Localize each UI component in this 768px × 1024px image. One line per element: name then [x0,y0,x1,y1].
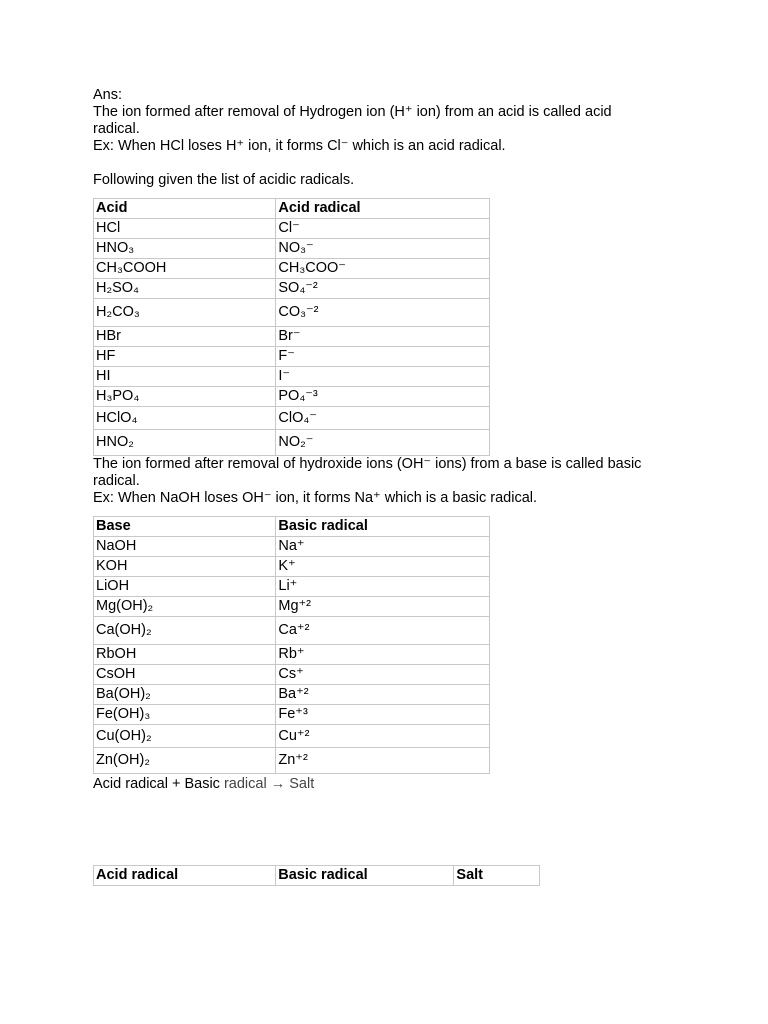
spacer [93,155,653,172]
table-row [94,367,490,387]
base-cell: Zn(OH)₂ [94,748,276,774]
acid-list-intro: Following given the list of acidic radicals. [93,172,355,188]
header-base: Base [94,517,276,537]
table-row [94,219,490,239]
table-header-row [94,517,490,537]
base-cell: KOH [94,557,276,577]
basic-radical-definition: The ion formed after removal of hydroxide ions (OH⁻ ions) from a base is called basic radical. [93,456,642,489]
base-cell: RbOH [94,645,276,665]
acid-cell: HBr [94,327,276,347]
radical-cell: Zn⁺² [276,748,490,774]
radical-cell: Ba⁺² [276,685,490,705]
radical-cell: Rb⁺ [276,645,490,665]
header-salt: Salt [454,866,540,886]
radical-cell: Br⁻ [276,327,490,347]
radical-cell: I⁻ [276,367,490,387]
acid-cell: H₂SO₄ [94,279,276,299]
radical-cell: Fe⁺³ [276,705,490,725]
table-row [94,239,490,259]
acid-cell: HF [94,347,276,367]
radical-cell: Ca⁺² [276,617,490,645]
table-header-row [94,199,490,219]
acid-radical-definition: The ion formed after removal of Hydrogen ion (H⁺ ion) from an acid is called acid radical. [93,104,612,137]
table-row [94,387,490,407]
base-cell: LiOH [94,577,276,597]
base-cell: CsOH [94,665,276,685]
header-basic-radical: Basic radical [276,866,454,886]
acid-cell: HNO₂ [94,430,276,456]
radical-cell: NO₃⁻ [276,239,490,259]
radical-cell: PO₄⁻³ [276,387,490,407]
acid-cell: HClO₄ [94,407,276,430]
table-header-row [94,866,540,886]
radical-cell: ClO₄⁻ [276,407,490,430]
radical-cell: Na⁺ [276,537,490,557]
radical-cell: Cu⁺² [276,725,490,748]
radical-cell: K⁺ [276,557,490,577]
table-row [94,705,490,725]
acid-cell: HI [94,367,276,387]
table-row [94,748,490,774]
radical-cell: CO₃⁻² [276,299,490,327]
header-acid: Acid [94,199,276,219]
base-cell: Mg(OH)₂ [94,597,276,617]
table-row [94,430,490,456]
table-row [94,577,490,597]
ans-label: Ans: [93,87,123,103]
table-row [94,537,490,557]
table-row [94,725,490,748]
table-row [94,407,490,430]
table-row [94,347,490,367]
table-row [94,617,490,645]
header-acid-radical: Acid radical [94,866,276,886]
document-page [93,87,653,886]
table-row [94,279,490,299]
acid-radical-example: Ex: When HCl loses H⁺ ion, it forms Cl⁻ which is an acid radical. [93,138,506,154]
base-cell: Cu(OH)₂ [94,725,276,748]
equation-part-1: Acid radical + Basic [93,776,224,792]
table-row [94,557,490,577]
table-row [94,665,490,685]
base-cell: Ba(OH)₂ [94,685,276,705]
radical-cell: F⁻ [276,347,490,367]
acid-radical-table [93,198,490,456]
salt-equation [93,776,653,793]
radical-cell: CH₃COO⁻ [276,259,490,279]
radical-cell: NO₂⁻ [276,430,490,456]
table-row [94,597,490,617]
acid-cell: H₂CO₃ [94,299,276,327]
table-row [94,259,490,279]
radical-cell: Li⁺ [276,577,490,597]
salt-table [93,865,540,886]
header-basic-radical: Basic radical [276,517,490,537]
basic-radical-table [93,516,490,774]
radical-cell: Cs⁺ [276,665,490,685]
table-row [94,645,490,665]
radical-cell: Mg⁺² [276,597,490,617]
table-row [94,299,490,327]
radical-cell: SO₄⁻² [276,279,490,299]
base-cell: Ca(OH)₂ [94,617,276,645]
basic-radical-example: Ex: When NaOH loses OH⁻ ion, it forms Na⁺ which is a basic radical. [93,490,538,506]
acid-cell: H₃PO₄ [94,387,276,407]
base-cell: Fe(OH)₃ [94,705,276,725]
header-acid-radical: Acid radical [276,199,490,219]
base-cell: NaOH [94,537,276,557]
equation-part-2: radical → Salt [223,776,315,792]
table-row [94,327,490,347]
table-row [94,685,490,705]
radical-cell: Cl⁻ [276,219,490,239]
acid-cell: HNO₃ [94,239,276,259]
acid-cell: CH₃COOH [94,259,276,279]
acid-cell: HCl [94,219,276,239]
